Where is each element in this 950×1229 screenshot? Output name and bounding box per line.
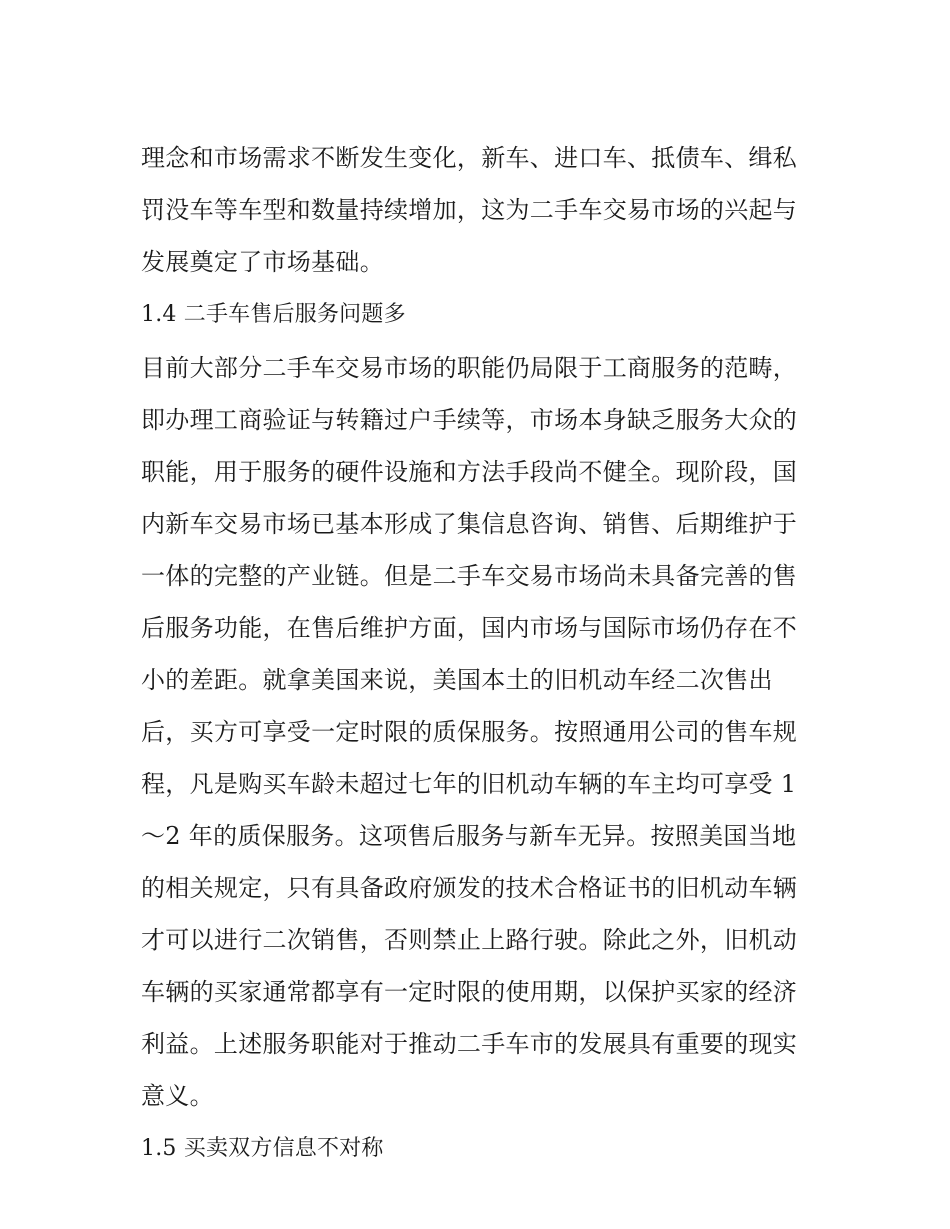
text-line: 后服务功能，在售后维护方面，国内市场与国际市场仍存在不 — [141, 614, 798, 642]
text-line: 一体的完整的产业链。但是二手车交易市场尚未具备完善的售 — [141, 562, 798, 590]
text-line: 即办理工商验证与转籍过户手续等，市场本身缺乏服务大众的 — [141, 406, 798, 434]
text-line: 职能，用于服务的硬件设施和方法手段尚不健全。现阶段，国 — [141, 458, 798, 486]
text-line: 发展奠定了市场基础。 — [141, 248, 384, 276]
text-line: 车辆的买家通常都享有一定时限的使用期，以保护买家的经济 — [141, 978, 798, 1006]
section-heading-1-5: 1.5 买卖双方信息不对称 — [141, 1136, 384, 1161]
text-line: 利益。上述服务职能对于推动二手车市的发展具有重要的现实 — [141, 1030, 798, 1058]
paragraph-intro — [141, 132, 813, 288]
text-line: 后，买方可享受一定时限的质保服务。按照通用公司的售车规 — [141, 718, 798, 746]
text-line: 的相关规定，只有具备政府颁发的技术合格证书的旧机动车辆 — [141, 874, 798, 902]
section-heading-1-4: 1.4 二手车售后服务问题多 — [141, 302, 406, 327]
document-body — [141, 132, 813, 1176]
text-line: 理念和市场需求不断发生变化，新车、进口车、抵债车、缉私 — [141, 144, 798, 172]
text-line: 小的差距。就拿美国来说，美国本土的旧机动车经二次售出 — [141, 666, 773, 694]
text-line: ～2 年的质保服务。这项售后服务与新车无异。按照美国当地 — [141, 822, 797, 850]
text-line: 内新车交易市场已基本形成了集信息咨询、销售、后期维护于 — [141, 510, 798, 538]
text-line: 目前大部分二手车交易市场的职能仍局限于工商服务的范畴， — [141, 354, 798, 382]
paragraph-1-4 — [141, 342, 813, 1122]
text-line: 程，凡是购买车龄未超过七年的旧机动车辆的车主均可享受 1 — [141, 770, 797, 798]
text-line: 才可以进行二次销售，否则禁止上路行驶。除此之外，旧机动 — [141, 926, 798, 954]
text-line: 罚没车等车型和数量持续增加，这为二手车交易市场的兴起与 — [141, 196, 798, 224]
text-line: 意义。 — [141, 1082, 214, 1110]
